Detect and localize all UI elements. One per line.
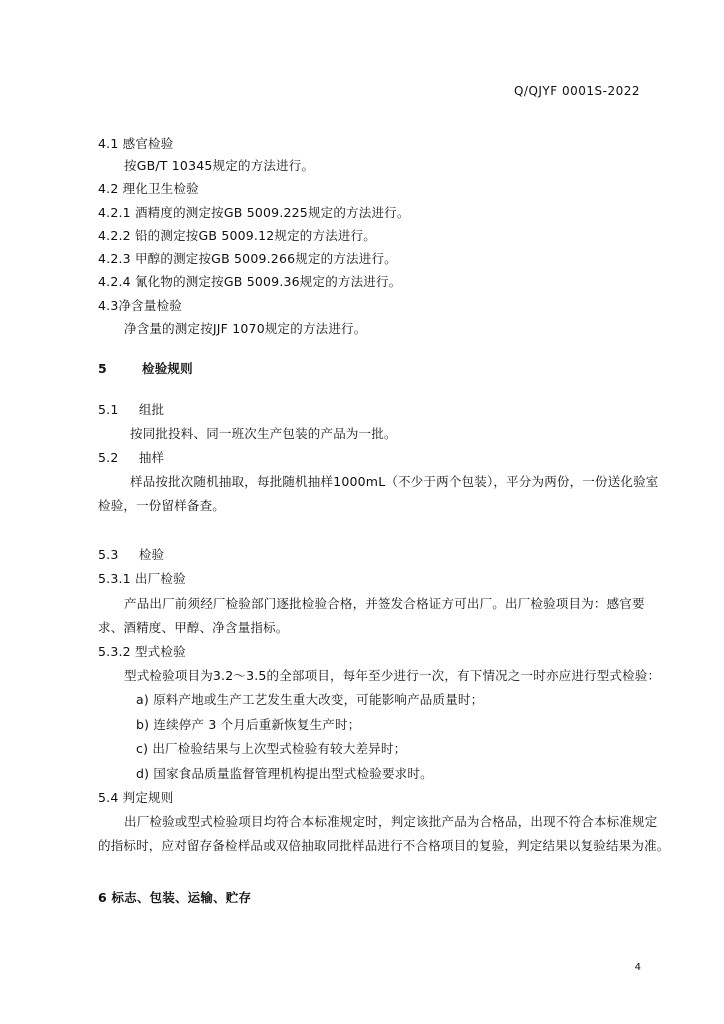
section-5-1-body: 按同批投料、同一班次生产包装的产品为一批。 <box>130 426 397 441</box>
section-4-3-body: 净含量的测定按JJF 1070规定的方法进行。 <box>124 321 367 336</box>
section-title: 组批 <box>138 402 165 417</box>
section-5-2-body-line-2: 检验，一份留样备查。 <box>98 498 226 513</box>
section-5-heading <box>98 361 193 377</box>
section-4-1-body: 按GB/T 10345规定的方法进行。 <box>124 158 315 173</box>
section-5-3-2-heading: 5.3.2 型式检验 <box>98 644 186 659</box>
section-title: 检验 <box>138 547 165 562</box>
section-5-4-body-line-1: 出厂检验或型式检验项目均符合本标准规定时，判定该批产品为合格品，出现不符合本标准规定 <box>124 814 658 829</box>
section-number: 5.3 <box>98 547 119 562</box>
page-number: 4 <box>634 962 641 973</box>
list-item-b: b) 连续停产 3 个月后重新恢复生产时； <box>136 717 361 732</box>
section-number: 5.1 <box>98 402 119 417</box>
section-number: 5.2 <box>98 450 119 465</box>
section-5-2-heading <box>98 450 164 466</box>
document-code: Q/QJYF 0001S-2022 <box>513 84 640 98</box>
section-5-1-heading <box>98 402 164 418</box>
section-title: 检验规则 <box>142 361 193 376</box>
section-5-2-body-line-1: 样品按批次随机抽取，每批随机抽样1000mL（不少于两个包装），平分为两份，一份送化验室 <box>130 474 659 489</box>
list-item-c: c) 出厂检验结果与上次型式检验有较大差异时； <box>136 741 407 756</box>
section-number: 5 <box>98 361 107 376</box>
section-5-3-2-body: 型式检验项目为3.2～3.5的全部项目，每年至少进行一次，有下情况之一时亦应进行型式检验： <box>124 668 661 683</box>
section-5-3-1-heading: 5.3.1 出厂检验 <box>98 571 186 586</box>
section-4-2-4: 4.2.4 氰化物的测定按GB 5009.36规定的方法进行。 <box>98 274 402 289</box>
section-4-3-heading: 4.3净含量检验 <box>98 298 182 313</box>
section-5-3-1-body-line-2: 求、酒精度、甲醇、净含量指标。 <box>98 620 289 635</box>
section-title: 抽样 <box>138 450 165 465</box>
section-5-3-1-body-line-1: 产品出厂前须经厂检验部门逐批检验合格，并签发合格证方可出厂。出厂检验项目为：感官要 <box>124 596 645 611</box>
section-5-4-heading: 5.4 判定规则 <box>98 790 174 805</box>
section-4-1-heading: 4.1 感官检验 <box>98 136 174 151</box>
section-5-4-body-line-2: 的指标时，应对留存备检样品或双倍抽取同批样品进行不合格项目的复验，判定结果以复验结果为准。 <box>98 838 670 853</box>
section-4-2-3: 4.2.3 甲醇的测定按GB 5009.266规定的方法进行。 <box>98 251 397 266</box>
section-4-2-1: 4.2.1 酒精度的测定按GB 5009.225规定的方法进行。 <box>98 205 410 220</box>
list-item-d: d) 国家食品质量监督管理机构提出型式检验要求时。 <box>136 766 433 781</box>
section-5-3-heading <box>98 547 164 563</box>
list-item-a: a) 原料产地或生产工艺发生重大改变，可能影响产品质量时； <box>136 692 484 707</box>
section-6-heading: 6 标志、包装、运输、贮存 <box>98 890 252 905</box>
section-4-2-2: 4.2.2 铅的测定按GB 5009.12规定的方法进行。 <box>98 228 377 243</box>
section-4-2-heading: 4.2 理化卫生检验 <box>98 181 199 196</box>
